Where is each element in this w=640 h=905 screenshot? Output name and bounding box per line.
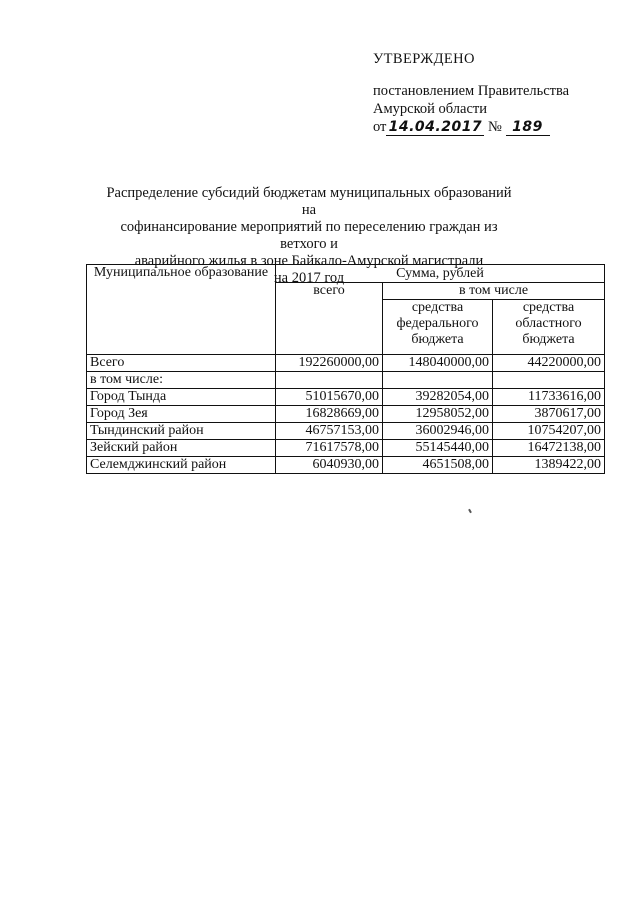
title-line-2: софинансирование мероприятий по переселению граждан из ветхого и xyxy=(120,219,498,252)
cell-total: 51015670,00 xyxy=(276,389,383,406)
cell-federal: 12958052,00 xyxy=(383,406,493,423)
cell-regional: 1389422,00 xyxy=(493,457,605,474)
cell-name: Тындинский район xyxy=(87,423,276,440)
scan-speck xyxy=(468,509,472,513)
table-row-including xyxy=(87,372,605,389)
table-row xyxy=(87,423,605,440)
cell-name: Город Зея xyxy=(87,406,276,423)
cell-name: Город Тында xyxy=(87,389,276,406)
cell-regional: 44220000,00 xyxy=(493,355,605,372)
table-row xyxy=(87,457,605,474)
cell-regional: 10754207,00 xyxy=(493,423,605,440)
header-municipality: Муниципальное образование xyxy=(87,265,276,355)
approval-date-line xyxy=(373,118,569,136)
header-including: в том числе xyxy=(383,283,605,300)
cell-federal: 55145440,00 xyxy=(383,440,493,457)
cell-empty xyxy=(276,372,383,389)
handwritten-date: 14.04.2017 xyxy=(388,119,483,135)
cell-regional: 3870617,00 xyxy=(493,406,605,423)
number-prefix: № xyxy=(488,119,502,135)
table-row xyxy=(87,389,605,406)
handwritten-number: 189 xyxy=(512,119,543,135)
cell-name: Селемджинский район xyxy=(87,457,276,474)
table-row xyxy=(87,406,605,423)
cell-total: 6040930,00 xyxy=(276,457,383,474)
header-total: всего xyxy=(276,283,383,355)
cell-federal: 39282054,00 xyxy=(383,389,493,406)
cell-federal: 148040000,00 xyxy=(383,355,493,372)
title-line-1: Распределение субсидий бюджетам муниципальных образований на xyxy=(106,185,512,218)
cell-total: 16828669,00 xyxy=(276,406,383,423)
title-line-3: аварийного жилья в зоне Байкало-Амурской магистрали xyxy=(134,253,484,269)
cell-total: 71617578,00 xyxy=(276,440,383,457)
approval-line-2: Амурской области xyxy=(373,101,487,117)
approval-line-1: постановлением Правительства xyxy=(373,83,570,99)
table-row xyxy=(87,440,605,457)
cell-regional: 11733616,00 xyxy=(493,389,605,406)
approval-block xyxy=(373,50,569,136)
header-regional: средства областного бюджета xyxy=(493,300,605,355)
table-row-total xyxy=(87,355,605,372)
subsidy-table xyxy=(86,264,605,474)
cell-empty xyxy=(493,372,605,389)
cell-total: 192260000,00 xyxy=(276,355,383,372)
header-sum: Сумма, рублей xyxy=(276,265,605,283)
cell-name: Всего xyxy=(87,355,276,372)
title-line-4: на 2017 год xyxy=(273,270,345,286)
cell-name: в том числе: xyxy=(87,372,276,389)
cell-regional: 16472138,00 xyxy=(493,440,605,457)
date-prefix: от xyxy=(373,119,387,135)
approval-title: УТВЕРЖДЕНО xyxy=(373,51,475,67)
cell-name: Зейский район xyxy=(87,440,276,457)
cell-empty xyxy=(383,372,493,389)
header-federal: средства федерального бюджета xyxy=(383,300,493,355)
cell-total: 46757153,00 xyxy=(276,423,383,440)
cell-federal: 36002946,00 xyxy=(383,423,493,440)
cell-federal: 4651508,00 xyxy=(383,457,493,474)
